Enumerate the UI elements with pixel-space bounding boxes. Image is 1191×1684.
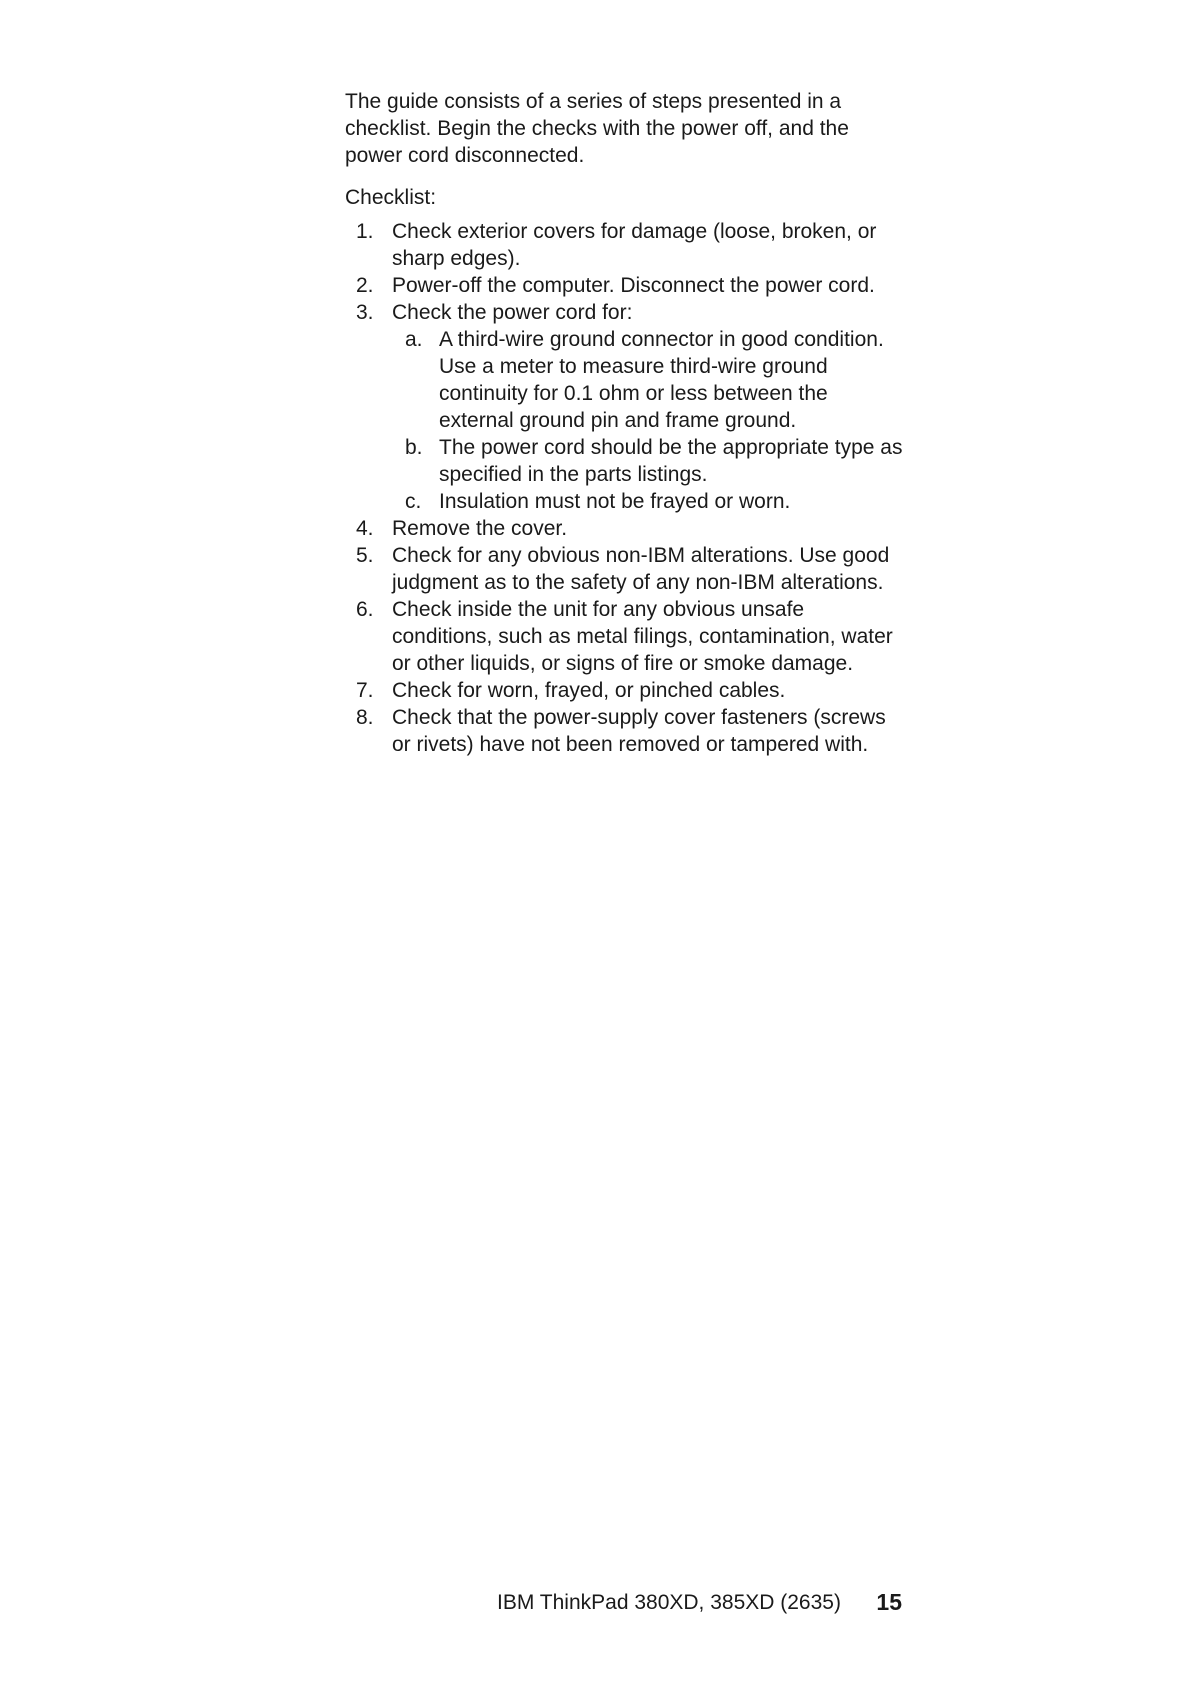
item-number: 6. — [356, 598, 374, 621]
item-number: 1. — [356, 220, 374, 243]
subitem-text: The power cord should be the appropriate type as specified in the parts listings. — [439, 436, 903, 486]
subitem-letter: a. — [405, 328, 423, 351]
power-cord-sublist — [392, 326, 905, 515]
item-text: Check for any obvious non-IBM alterations. Use good judgment as to the safety of any non-IBM alterations. — [392, 544, 890, 594]
sublist-item-b — [392, 434, 905, 488]
sublist-item-c — [392, 488, 905, 515]
item-number: 3. — [356, 301, 374, 324]
item-number: 4. — [356, 517, 374, 540]
footer-title: IBM ThinkPad 380XD, 385XD (2635) — [497, 1591, 841, 1614]
checklist — [345, 218, 905, 758]
page-number: 15 — [876, 1589, 902, 1615]
intro-paragraph: The guide consists of a series of steps presented in a checklist. Begin the checks with the power off, and the power cord disconnected. — [345, 90, 849, 167]
checklist-heading: Checklist: — [345, 186, 437, 209]
item-text: Check the power cord for: — [392, 301, 633, 324]
subitem-text: A third-wire ground connector in good condition. Use a meter to measure third-wire ground continuity for 0.1 ohm or less between the external ground pin and frame ground. — [439, 328, 884, 432]
subitem-text: Insulation must not be frayed or worn. — [439, 490, 791, 513]
document-page — [345, 88, 905, 758]
item-text: Check inside the unit for any obvious unsafe conditions, such as metal filings, contamination, water or other liquids, or signs of fire or smoke damage. — [392, 598, 893, 675]
item-number: 5. — [356, 544, 374, 567]
page-footer — [497, 1589, 902, 1616]
subitem-letter: c. — [405, 490, 422, 513]
sublist-item-a — [392, 326, 905, 434]
checklist-item-8 — [345, 704, 905, 758]
item-number: 8. — [356, 706, 374, 729]
checklist-item-6 — [345, 596, 905, 677]
item-text: Check for worn, frayed, or pinched cables. — [392, 679, 786, 702]
checklist-item-3 — [345, 299, 905, 515]
item-text: Check exterior covers for damage (loose, broken, or sharp edges). — [392, 220, 877, 270]
item-number: 2. — [356, 274, 374, 297]
item-number: 7. — [356, 679, 374, 702]
subitem-letter: b. — [405, 436, 423, 459]
item-text: Remove the cover. — [392, 517, 568, 540]
checklist-item-4 — [345, 515, 905, 542]
checklist-item-1 — [345, 218, 905, 272]
item-text: Power-off the computer. Disconnect the power cord. — [392, 274, 875, 297]
checklist-item-7 — [345, 677, 905, 704]
checklist-item-2 — [345, 272, 905, 299]
item-text: Check that the power-supply cover fasteners (screws or rivets) have not been removed or tampered with. — [392, 706, 886, 756]
checklist-item-5 — [345, 542, 905, 596]
